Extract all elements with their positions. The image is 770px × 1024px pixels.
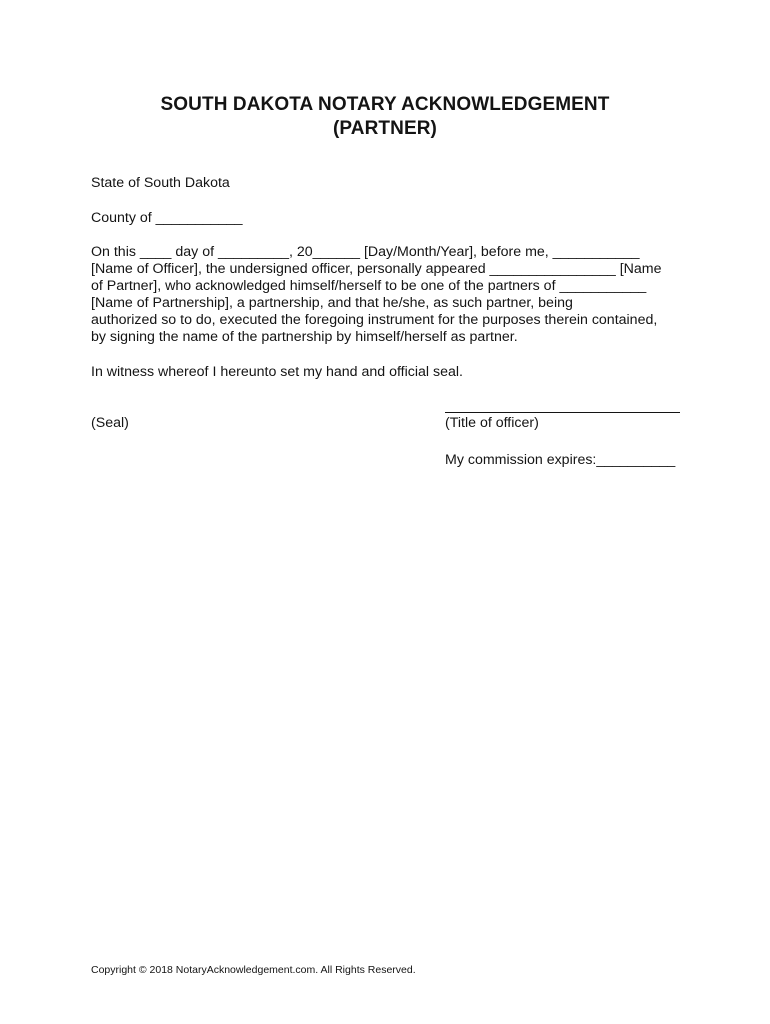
body-line-3: of Partner], who acknowledged himself/herself to be one of the partners of ___________ [91, 278, 647, 294]
body-line-4: [Name of Partnership], a partnership, and that he/she, as such partner, being [91, 295, 573, 311]
seal-label: (Seal) [91, 415, 129, 431]
document-subtitle: (PARTNER) [333, 118, 437, 139]
body-line-5: authorized so to do, executed the foregoing instrument for the purposes therein contained, [91, 312, 658, 328]
body-line-1: On this ____ day of _________, 20______ [Day/Month/Year], before me, ___________ [91, 244, 640, 260]
body-line-6: by signing the name of the partnership by himself/herself as partner. [91, 329, 518, 345]
signature-line [445, 412, 680, 413]
copyright-footer: Copyright © 2018 NotaryAcknowledgement.com. All Rights Reserved. [91, 964, 416, 976]
body-line-2: [Name of Officer], the undersigned officer, personally appeared ________________ [Name [91, 261, 662, 277]
county-line: County of ___________ [91, 210, 243, 226]
officer-title-label: (Title of officer) [445, 415, 539, 431]
state-line: State of South Dakota [91, 175, 230, 191]
commission-expires-label: My commission expires:__________ [445, 452, 676, 468]
witness-line: In witness whereof I hereunto set my hand and official seal. [91, 364, 463, 380]
document-title: SOUTH DAKOTA NOTARY ACKNOWLEDGEMENT [160, 94, 610, 115]
